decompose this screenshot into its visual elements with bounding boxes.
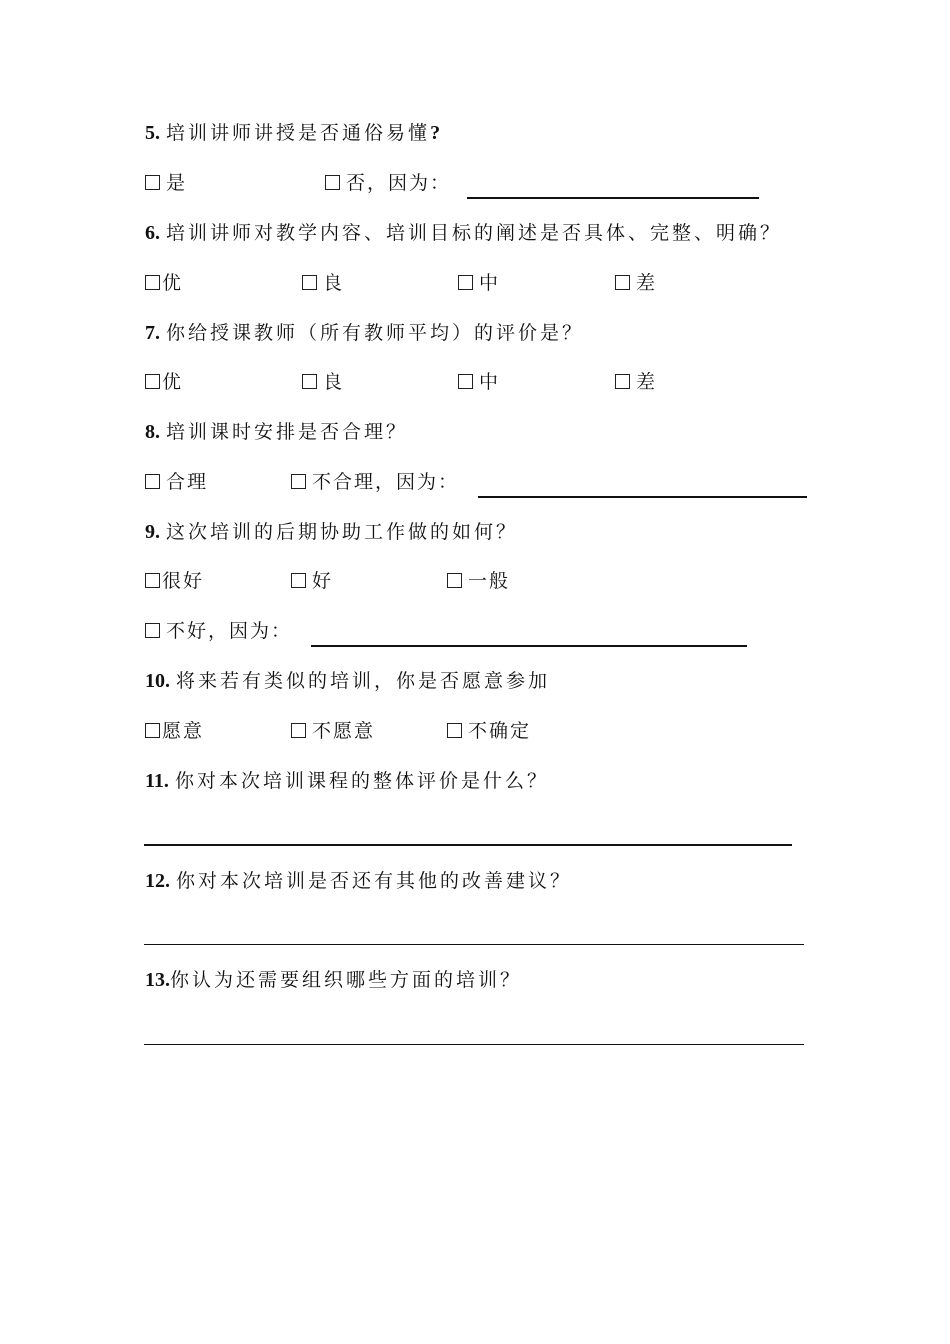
option-average[interactable] <box>458 270 500 296</box>
question-number: 13. <box>145 969 170 991</box>
checkbox[interactable] <box>325 175 340 190</box>
question-text: 这次培训的后期协助工作做的如何？ <box>166 521 519 543</box>
question-8 <box>145 419 408 445</box>
question-9 <box>145 519 518 545</box>
question-text: 培训讲师对教学内容、培训目标的阐述是否具体、完整、明确？ <box>166 222 783 244</box>
option-label: 很好 <box>162 570 205 592</box>
checkbox[interactable] <box>145 275 160 290</box>
question-text: 你对本次培训课程的整体评价是什么？ <box>174 770 549 792</box>
option-unreasonable[interactable] <box>291 469 459 495</box>
checkbox[interactable] <box>447 573 462 588</box>
option-willing[interactable] <box>145 718 204 744</box>
checkbox[interactable] <box>447 723 462 738</box>
checkbox[interactable] <box>302 374 317 389</box>
answer-row-7 <box>145 369 845 395</box>
question-number: 7. <box>145 322 160 344</box>
question-number: 8. <box>145 421 160 443</box>
checkbox[interactable] <box>145 474 160 489</box>
checkbox[interactable] <box>291 474 306 489</box>
option-label: 不合理，因为： <box>312 471 460 493</box>
question-text: 你对本次培训是否还有其他的改善建议？ <box>176 870 573 892</box>
checkbox[interactable] <box>145 573 160 588</box>
question-number: 9. <box>145 521 160 543</box>
option-label: 一般 <box>468 570 511 592</box>
option-excellent[interactable] <box>145 369 183 395</box>
option-label: 差 <box>636 272 658 294</box>
question-number: 12. <box>145 870 170 892</box>
checkbox[interactable] <box>458 374 473 389</box>
checkbox[interactable] <box>458 275 473 290</box>
checkbox[interactable] <box>145 623 160 638</box>
option-yes[interactable] <box>145 170 187 196</box>
option-fair[interactable] <box>447 568 510 594</box>
option-label: 不愿意 <box>312 720 376 742</box>
option-unsure[interactable] <box>447 718 531 744</box>
option-very-good[interactable] <box>145 568 204 594</box>
answer-input-line[interactable] <box>144 944 804 945</box>
question-text: 培训课时安排是否合理？ <box>166 421 409 443</box>
checkbox[interactable] <box>145 723 160 738</box>
option-label: 良 <box>323 272 345 294</box>
option-label: 优 <box>162 371 184 393</box>
checkbox[interactable] <box>291 573 306 588</box>
answer-row-9b <box>145 618 845 644</box>
answer-row-6 <box>145 270 845 296</box>
checkbox[interactable] <box>291 723 306 738</box>
option-label: 中 <box>479 371 501 393</box>
answer-row-10 <box>145 718 845 744</box>
checkbox[interactable] <box>145 374 160 389</box>
question-text: 将来若有类似的培训，你是否愿意参加 <box>176 670 551 692</box>
option-not-good[interactable] <box>145 618 292 644</box>
option-average[interactable] <box>458 369 500 395</box>
option-label: 中 <box>479 272 501 294</box>
option-good[interactable] <box>291 568 333 594</box>
option-label: 合理 <box>166 471 209 493</box>
reason-input-line[interactable] <box>478 496 807 498</box>
option-poor[interactable] <box>615 369 657 395</box>
question-12 <box>145 868 572 894</box>
question-text: 培训讲师讲授是否通俗易懂 <box>166 122 431 144</box>
option-label: 不确定 <box>468 720 532 742</box>
answer-input-line[interactable] <box>144 844 792 846</box>
option-label: 良 <box>323 371 345 393</box>
question-number: 11. <box>145 770 169 792</box>
answer-input-line[interactable] <box>144 1044 804 1045</box>
question-mark: ? <box>430 122 441 144</box>
option-label: 愿意 <box>162 720 205 742</box>
option-reasonable[interactable] <box>145 469 208 495</box>
option-poor[interactable] <box>615 270 657 296</box>
question-11 <box>145 768 549 794</box>
option-label: 是 <box>166 172 188 194</box>
option-unwilling[interactable] <box>291 718 375 744</box>
option-good[interactable] <box>302 369 344 395</box>
question-10 <box>145 668 550 694</box>
reason-input-line[interactable] <box>467 197 759 199</box>
question-number: 6. <box>145 222 160 244</box>
question-number: 10. <box>145 670 170 692</box>
question-7 <box>145 320 584 346</box>
answer-row-8 <box>145 469 845 495</box>
checkbox[interactable] <box>615 275 630 290</box>
answer-row-5 <box>145 170 845 196</box>
question-13 <box>145 967 522 993</box>
question-text: 你认为还需要组织哪些方面的培训？ <box>170 969 523 991</box>
option-excellent[interactable] <box>145 270 183 296</box>
option-label: 优 <box>162 272 184 294</box>
option-label: 否，因为： <box>346 172 452 194</box>
question-5 <box>145 120 440 146</box>
question-6 <box>145 220 782 246</box>
option-label: 不好，因为： <box>166 620 293 642</box>
option-label: 差 <box>636 371 658 393</box>
checkbox[interactable] <box>145 175 160 190</box>
checkbox[interactable] <box>615 374 630 389</box>
reason-input-line[interactable] <box>311 645 747 647</box>
question-number: 5. <box>145 122 160 144</box>
checkbox[interactable] <box>302 275 317 290</box>
question-text: 你给授课教师（所有教师平均）的评价是？ <box>166 322 585 344</box>
option-label: 好 <box>312 570 334 592</box>
answer-row-9 <box>145 568 845 594</box>
option-no[interactable] <box>325 170 451 196</box>
option-good[interactable] <box>302 270 344 296</box>
